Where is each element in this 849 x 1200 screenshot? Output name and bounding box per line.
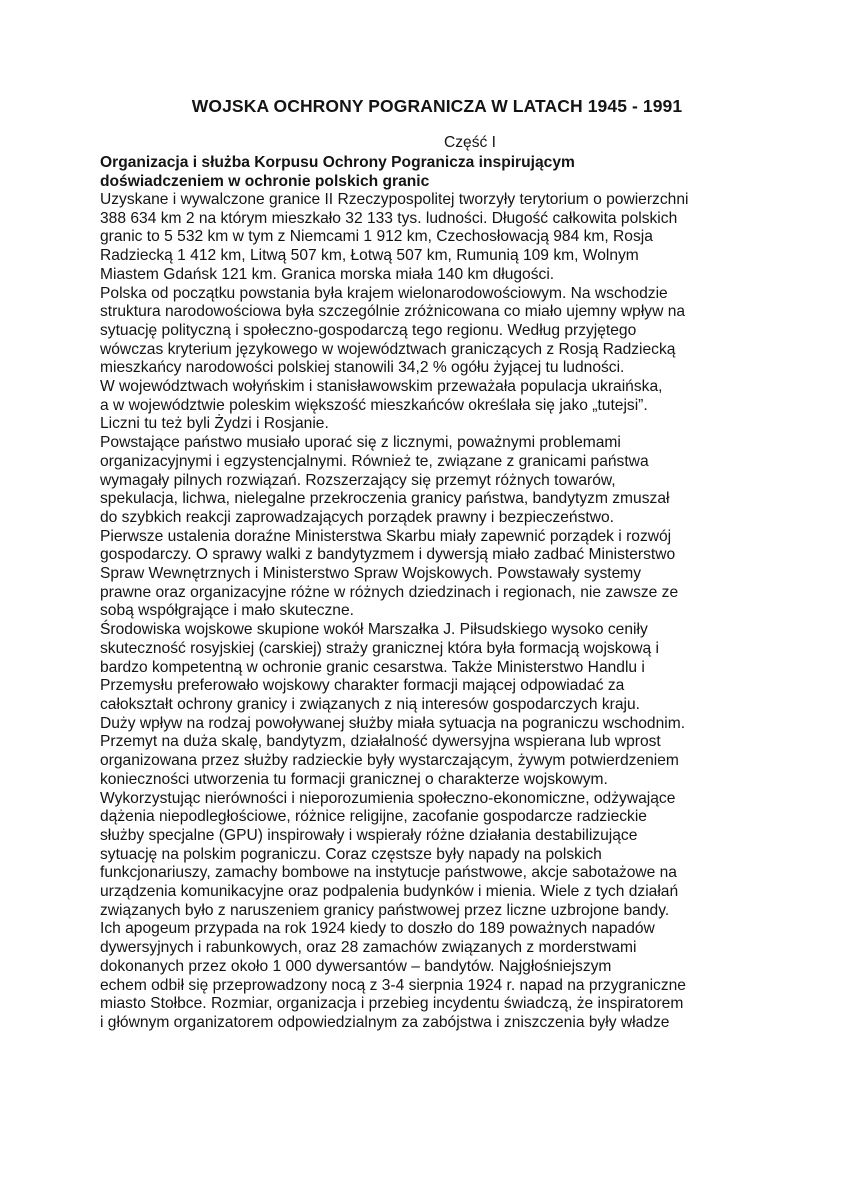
- body-line: Wykorzystując nierówności i nieporozumienia społeczno-ekonomiczne, odżywające: [100, 789, 676, 807]
- body-line: urządzenia komunikacyjne oraz podpalenia budynków i mienia. Wiele z tych działań: [100, 883, 679, 901]
- body-line: mieszkańcy narodowości polskiej stanowili 34,2 % ogółu żyjącej tu ludności.: [100, 359, 625, 377]
- body-line: związanych było z naruszeniem granicy państwowej przez liczne uzbrojone bandy.: [100, 901, 670, 919]
- body-line: Powstające państwo musiało uporać się z licznymi, poważnymi problemami: [100, 434, 621, 452]
- body-line: dążenia niepodległościowe, różnice religijne, zacofanie gospodarcze radzieckie: [100, 808, 647, 826]
- body-line: sytuację na polskim pograniczu. Coraz częstsze były napady na polskich: [100, 845, 602, 863]
- body-line: dywersyjnych i rabunkowych, oraz 28 zamachów związanych z morderstwami: [100, 939, 637, 957]
- body-line: służby specjalne (GPU) inspirowały i wspierały różne działania destabilizujące: [100, 826, 638, 844]
- body-line: organizowana przez służby radzieckie były wystarczającym, żywym potwierdzeniem: [100, 752, 679, 770]
- body-line: echem odbił się przeprowadzony nocą z 3-4 sierpnia 1924 r. napad na przygraniczne: [100, 976, 686, 994]
- body-line: W województwach wołyńskim i stanisławowskim przeważała populacja ukraińska,: [100, 378, 663, 396]
- body-line: Przemyt na duża skalę, bandytyzm, działalność dywersyjna wspierana lub wprost: [100, 733, 661, 751]
- body-line: sytuację polityczną i społeczno-gospodarczą tego regionu. Według przyjętego: [100, 321, 637, 339]
- body-line: dokonanych przez około 1 000 dywersantów – bandytów. Najgłośniejszym: [100, 957, 612, 975]
- body-line: całokształt ochrony granicy i związanych z nią interesów gospodarczych kraju.: [100, 695, 640, 713]
- body-line: Polska od początku powstania była krajem wielonarodowościowym. Na wschodzie: [100, 284, 668, 302]
- body-line: gospodarczy. O sprawy walki z bandytyzmem i dywersją miało zadbać Ministerstwo: [100, 546, 676, 564]
- body-line: spekulacja, lichwa, nielegalne przekroczenia granicy państwa, bandytyzm zmuszał: [100, 490, 670, 508]
- body-line: Spraw Wewnętrznych i Ministerstwo Spraw Wojskowych. Powstawały systemy: [100, 565, 642, 583]
- body-line: bardzo kompetentną w ochronie granic cesarstwa. Także Ministerstwo Handlu i: [100, 658, 645, 676]
- body-line: prawne oraz organizacyjne różne w różnych dziedzinach i regionach, nie zawsze ze: [100, 583, 679, 601]
- document-title: WOJSKA OCHRONY POGRANICZA W LATACH 1945 - 1991: [191, 96, 683, 116]
- body-line: granic to 5 532 km w tym z Niemcami 1 912 km, Czechosłowacją 984 km, Rosja: [100, 228, 653, 246]
- subtitle-line: doświadczeniem w ochronie polskich granic: [100, 172, 430, 190]
- body-text: [100, 191, 760, 1033]
- body-line: Przemysłu preferowało wojskowy charakter formacji mającej odpowiadać za: [100, 677, 625, 695]
- section-subtitle: [100, 154, 760, 191]
- body-line: miasto Stołbce. Rozmiar, organizacja i przebieg incydentu świadczą, że inspiratorem: [100, 995, 684, 1013]
- body-line: wymagały pilnych rozwiązań. Rozszerzający się przemyt różnych towarów,: [100, 471, 616, 489]
- body-line: funkcjonariuszy, zamachy bombowe na instytucje państwowe, akcje sabotażowe na: [100, 864, 677, 882]
- body-line: skuteczność rosyjskiej (carskiej) straży granicznej która była formacją wojskową i: [100, 639, 659, 657]
- body-line: Duży wpływ na rodzaj powoływanej służby miała sytuacja na pograniczu wschodnim.: [100, 714, 686, 732]
- part-heading: Część I: [444, 134, 496, 151]
- body-line: a w województwie poleskim większość mieszkańców określała się jako „tutejsi”.: [100, 396, 648, 414]
- body-line: 388 634 km 2 na którym mieszkało 32 133 tys. ludności. Długość całkowita polskich: [100, 209, 678, 227]
- body-line: struktura narodowościowa była szczególnie zróżnicowana co miało ujemny wpływ na: [100, 303, 686, 321]
- body-line: konieczności utworzenia tu formacji granicznej o charakterze wojskowym.: [100, 770, 608, 788]
- body-line: Pierwsze ustalenia doraźne Ministerstwa Skarbu miały zapewnić porządek i rozwój: [100, 527, 672, 545]
- body-line: organizacyjnymi i egzystencjalnymi. Również te, związane z granicami państwa: [100, 452, 649, 470]
- body-line: wówczas kryterium językowego w województwach graniczących z Rosją Radziecką: [100, 340, 676, 358]
- body-line: Miastem Gdańsk 121 km. Granica morska miała 140 km długości.: [100, 265, 555, 283]
- document-page: [100, 96, 760, 1033]
- body-line: Ich apogeum przypada na rok 1924 kiedy to doszło do 189 poważnych napadów: [100, 920, 655, 938]
- body-line: Środowiska wojskowe skupione wokół Marszałka J. Piłsudskiego wysoko ceniły: [100, 621, 648, 639]
- body-line: i głównym organizatorem odpowiedzialnym za zabójstwa i zniszczenia były władze: [100, 1013, 670, 1031]
- body-line: Uzyskane i wywalczone granice II Rzeczypospolitej tworzyły terytorium o powierzchni: [100, 191, 689, 208]
- body-line: sobą współgrające i mało skuteczne.: [100, 602, 354, 620]
- body-line: Radziecką 1 412 km, Litwą 507 km, Łotwą 507 km, Rumunią 109 km, Wolnym: [100, 247, 639, 265]
- body-line: Liczni tu też byli Żydzi i Rosjanie.: [100, 415, 329, 433]
- subtitle-line: Organizacja i służba Korpusu Ochrony Pogranicza inspirującym: [100, 154, 575, 171]
- body-line: do szybkich reakcji zaprowadzających porządek prawny i bezpieczeństwo.: [100, 508, 614, 526]
